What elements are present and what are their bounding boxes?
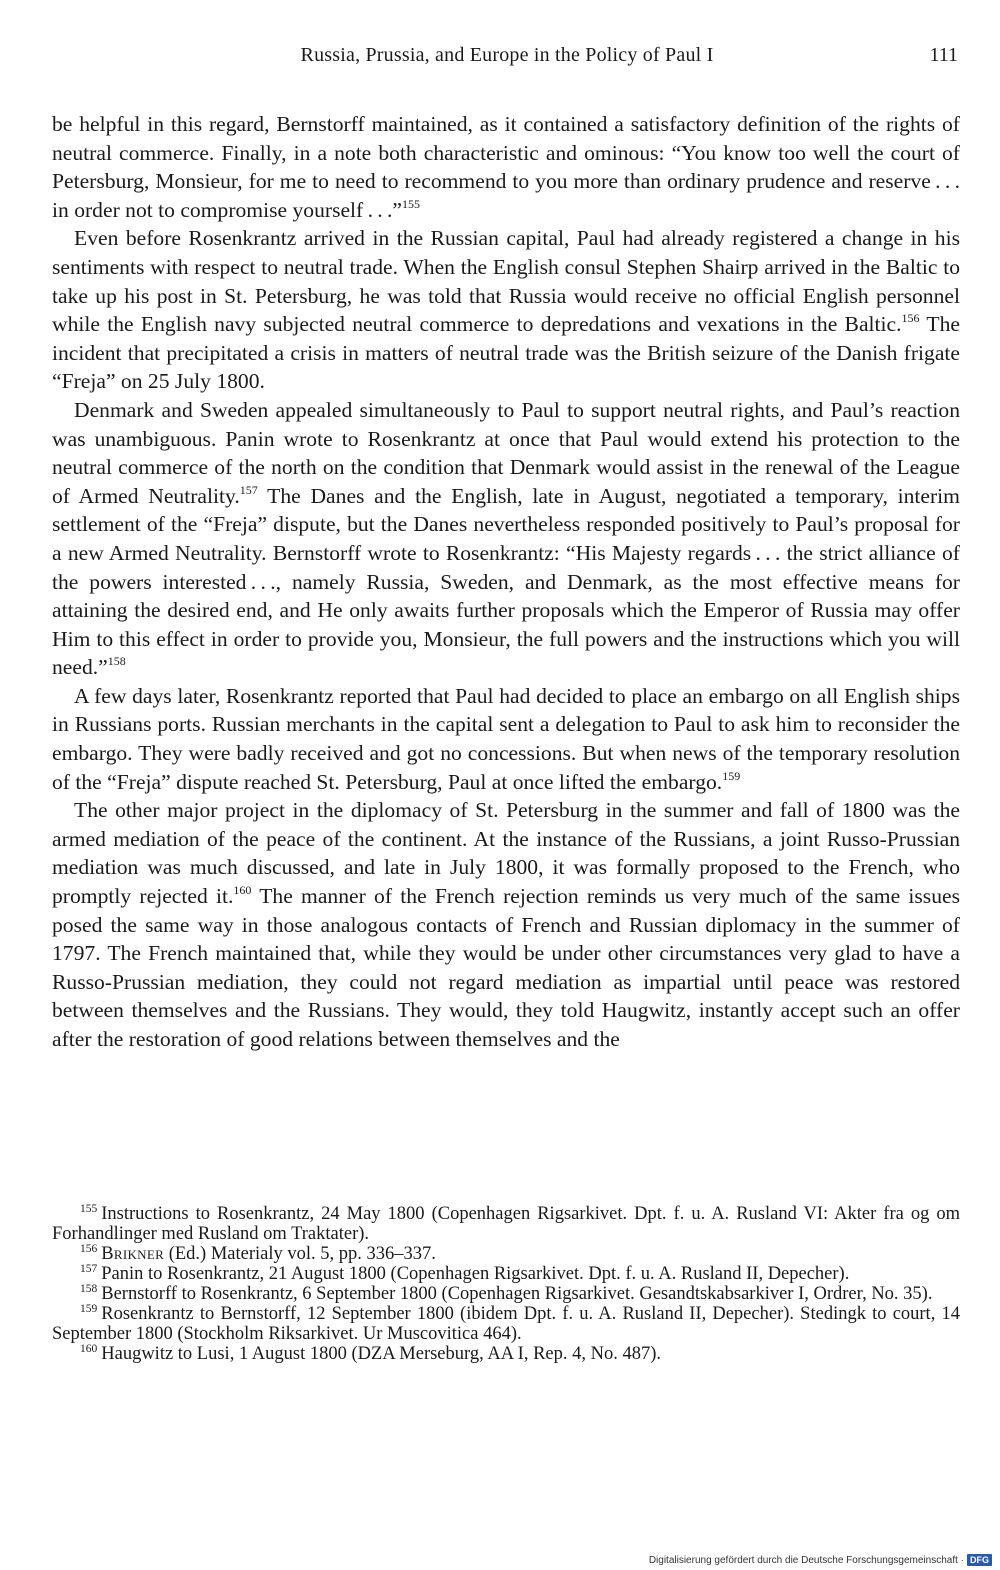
- footnote-number: 158: [80, 1283, 98, 1295]
- running-title: Russia, Prussia, and Europe in the Policy of Paul I: [300, 44, 714, 66]
- footnote: [52, 1284, 960, 1304]
- paragraph: [52, 110, 960, 224]
- running-head: [52, 44, 962, 74]
- text-segment: A few days later, Rosenkrantz reported that Paul had decided to place an embargo on all English ships in Russians ports. Russian merchants in the capital sent a delegation to Paul to ask him to reconsider the embargo. They were badly received and got no concessions. But when news of the temporary resolution of the “Freja” dispute reached St. Petersburg, Paul at once lifted the embargo.: [52, 683, 960, 794]
- footnote: [52, 1244, 960, 1264]
- text-segment: Rosenkrantz to Bernstorff, 12 September 1800 (ibidem Dpt. f. u. A. Rusland II, Depecher). Stedingk to court, 14 September 1800 (Stockholm Riksarkivet. Ur Muscovitica 464).: [52, 1304, 960, 1344]
- footnote-reference: 157: [239, 482, 258, 497]
- text-segment: Denmark and Sweden appealed simultaneously to Paul to support neutral rights, and Paul’s reaction was unambiguous. Panin wrote to Rosenkrantz at once that Paul would extend his protection to the neutral commerce of the north on the condition that Denmark would assist in the renewal of the League of Armed Neutrality.: [52, 397, 960, 508]
- footnote-number: 159: [80, 1303, 98, 1315]
- text-segment: The incident that precipitated a crisis in matters of neutral trade was the British seizure of the Danish frigate “Freja” on 25 July 1800.: [52, 312, 960, 394]
- footnote: [52, 1304, 960, 1344]
- paragraph: [52, 796, 960, 1053]
- text-segment: Haugwitz to Lusi, 1 August 1800 (DZA Merseburg, AA I, Rep. 4, No. 487).: [101, 1344, 662, 1364]
- text-segment: (Ed.) Materialy vol. 5, pp. 336–337.: [164, 1244, 436, 1264]
- footnotes-section: [52, 1204, 960, 1364]
- text-segment: The manner of the French rejection reminds us very much of the same issues posed the same way in those analogous contacts of French and Russian diplomacy in the summer of 1797. The French maintained that, while they would be under other circumstances very glad to have a Russo-Prussian mediation, they could not regard mediation as impartial until peace was restored between themselves and the Russians. They would, they told Haugwitz, instantly accept such an offer after the restoration of good relations between themselves and the: [52, 884, 960, 1051]
- text-segment: Even before Rosenkrantz arrived in the Russian capital, Paul had already registered a change in his sentiments with respect to neutral trade. When the English consul Stephen Shairp arrived in the Baltic to take up his post in St. Petersburg, he was told that Russia would receive no official English personnel while the English navy subjected neutral commerce to depredations and vexations in the Baltic.: [52, 226, 960, 337]
- text-segment: The other major project in the diplomacy of St. Petersburg in the summer and fall of 1800 was the armed mediation of the peace of the continent. At the instance of the Russians, a joint Russo-Prussian mediation was much discussed, and late in July 1800, it was formally proposed to the French, who promptly rejected it.: [52, 798, 960, 909]
- footnote-number: 160: [80, 1343, 98, 1355]
- footnote-reference: 159: [722, 768, 741, 783]
- footnote-reference: 156: [901, 311, 920, 326]
- footnote-number: 155: [80, 1203, 98, 1215]
- paragraph: [52, 396, 960, 682]
- author-name: Brikner: [101, 1244, 165, 1264]
- footnote: [52, 1264, 960, 1284]
- digitization-credit: [649, 1554, 992, 1566]
- text-segment: The Danes and the English, late in August, negotiated a temporary, interim settlement of the “Freja” dispute, but the Danes nevertheless responded positively to Paul’s proposal for a new Armed Neutrality. Bernstorff wrote to Rosenkrantz: “His Majesty regards . . . the strict alliance of the powers interested . . ., namely Russia, Sweden, and Denmark, as the most effective means for attaining the desired end, and He only awaits further proposals which the Emperor of Russia may offer Him to this effect in order to provide you, Monsieur, the full powers and the instructions which you will need.”: [52, 483, 960, 680]
- dfg-logo: DFG: [967, 1554, 992, 1566]
- footnote-reference: 158: [107, 654, 126, 669]
- footnote-number: 156: [80, 1243, 98, 1255]
- footnote: [52, 1344, 960, 1364]
- text-segment: Instructions to Rosenkrantz, 24 May 1800 (Copenhagen Rigsarkivet. Dpt. f. u. A. Rusland VI: Akter fra og om Forhandlinger med Rusland om Traktater).: [52, 1204, 960, 1244]
- text-segment: be helpful in this regard, Bernstorff maintained, as it contained a satisfactory definition of the rights of neutral commerce. Finally, in a note both characteristic and ominous: “You know too well the court of Petersburg, Monsieur, for me to need to recommend to you more than ordinary prudence and reserve . . . in order not to compromise yourself . . .”: [52, 112, 960, 222]
- paragraph: [52, 682, 960, 796]
- footnote: [52, 1204, 960, 1244]
- paragraph: [52, 224, 960, 396]
- text-segment: Panin to Rosenkrantz, 21 August 1800 (Copenhagen Rigsarkivet. Dpt. f. u. A. Rusland II, Depecher).: [101, 1264, 850, 1284]
- footnote-number: 157: [80, 1263, 98, 1275]
- footnote-reference: 160: [233, 883, 252, 898]
- page-number: 111: [929, 44, 958, 66]
- footnote-reference: 155: [402, 196, 420, 211]
- text-segment: Bernstorff to Rosenkrantz, 6 September 1800 (Copenhagen Rigsarkivet. Gesandtskabsarkiver I, Ordrer, No. 35).: [101, 1284, 933, 1304]
- credit-text: Digitalisierung gefördert durch die Deutsche Forschungsgemeinschaft ·: [648, 1554, 964, 1566]
- body-text: [52, 110, 960, 1054]
